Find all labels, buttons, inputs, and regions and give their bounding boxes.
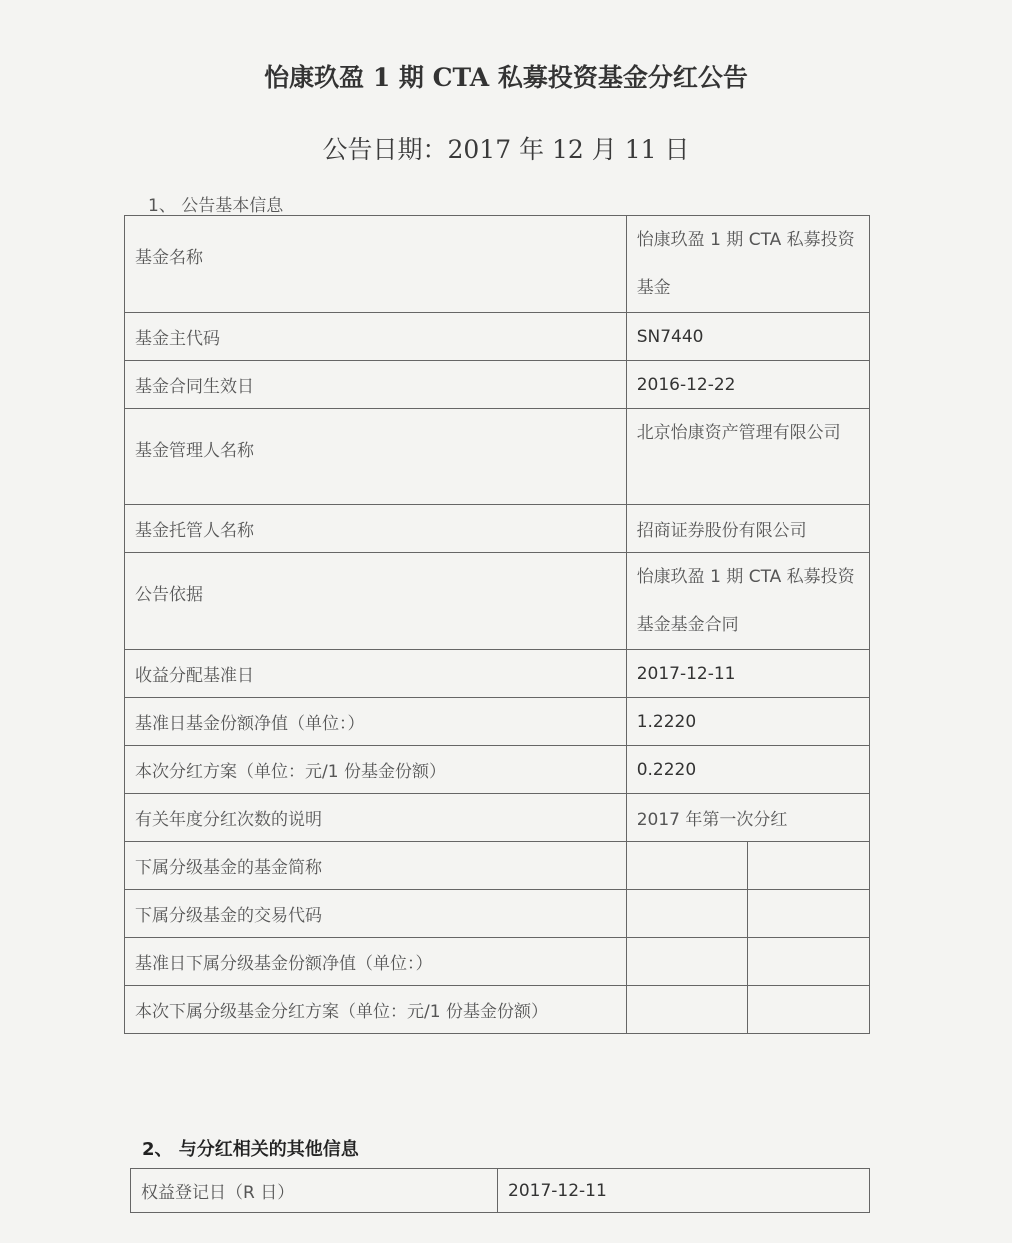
- table-row: [125, 216, 870, 313]
- row-value-b: [748, 938, 870, 986]
- row-label: 基金托管人名称: [125, 505, 627, 553]
- row-value: 0.2220: [626, 746, 869, 794]
- row-label: 基金主代码: [125, 313, 627, 361]
- row-value: 2017-12-11: [498, 1169, 870, 1213]
- row-value-a: [626, 890, 748, 938]
- row-value: 2016-12-22: [626, 361, 869, 409]
- row-value: 怡康玖盈 1 期 CTA 私募投资基金基金合同: [626, 553, 869, 650]
- table-row: [125, 313, 870, 361]
- row-label: 本次分红方案（单位：元/1 份基金份额）: [125, 746, 627, 794]
- table-row: [131, 1169, 870, 1213]
- row-value-b: [748, 890, 870, 938]
- section2-heading: 2、 与分红相关的其他信息: [142, 1139, 359, 1160]
- row-value: 1.2220: [626, 698, 869, 746]
- row-label: 权益登记日（R 日）: [131, 1169, 498, 1213]
- table-row: [125, 842, 870, 890]
- row-value: 怡康玖盈 1 期 CTA 私募投资基金: [626, 216, 869, 313]
- table-row: [125, 361, 870, 409]
- row-label: 下属分级基金的交易代码: [125, 890, 627, 938]
- table-row: [125, 650, 870, 698]
- row-value-a: [626, 938, 748, 986]
- table-row: [125, 986, 870, 1034]
- table-row: [125, 505, 870, 553]
- row-value: 招商证券股份有限公司: [626, 505, 869, 553]
- row-label: 公告依据: [125, 553, 627, 650]
- row-value-a: [626, 842, 748, 890]
- row-label: 基准日基金份额净值（单位：）: [125, 698, 627, 746]
- page-title: 怡康玖盈 1 期 CTA 私募投资基金分红公告: [264, 63, 748, 92]
- row-value-a: [626, 986, 748, 1034]
- table-row: [125, 409, 870, 505]
- row-label: 基金合同生效日: [125, 361, 627, 409]
- table-row: [125, 746, 870, 794]
- row-label: 收益分配基准日: [125, 650, 627, 698]
- row-value-b: [748, 842, 870, 890]
- row-value: 北京怡康资产管理有限公司: [626, 409, 869, 505]
- row-label: 本次下属分级基金分红方案（单位：元/1 份基金份额）: [125, 986, 627, 1034]
- dividend-info-table: [130, 1168, 870, 1213]
- row-value: SN7440: [626, 313, 869, 361]
- row-label: 基准日下属分级基金份额净值（单位：）: [125, 938, 627, 986]
- row-label: 有关年度分红次数的说明: [125, 794, 627, 842]
- row-label: 基金名称: [125, 216, 627, 313]
- table-row: [125, 794, 870, 842]
- row-value-b: [748, 986, 870, 1034]
- announcement-date: 公告日期：2017 年 12 月 11 日: [322, 135, 690, 164]
- table-row: [125, 938, 870, 986]
- row-value: 2017-12-11: [626, 650, 869, 698]
- table-row: [125, 890, 870, 938]
- row-label: 下属分级基金的基金简称: [125, 842, 627, 890]
- row-label: 基金管理人名称: [125, 409, 627, 505]
- table-row: [125, 698, 870, 746]
- row-value: 2017 年第一次分红: [626, 794, 869, 842]
- table-row: [125, 553, 870, 650]
- basic-info-table: [124, 215, 870, 1034]
- section1-heading: 1、 公告基本信息: [148, 196, 284, 216]
